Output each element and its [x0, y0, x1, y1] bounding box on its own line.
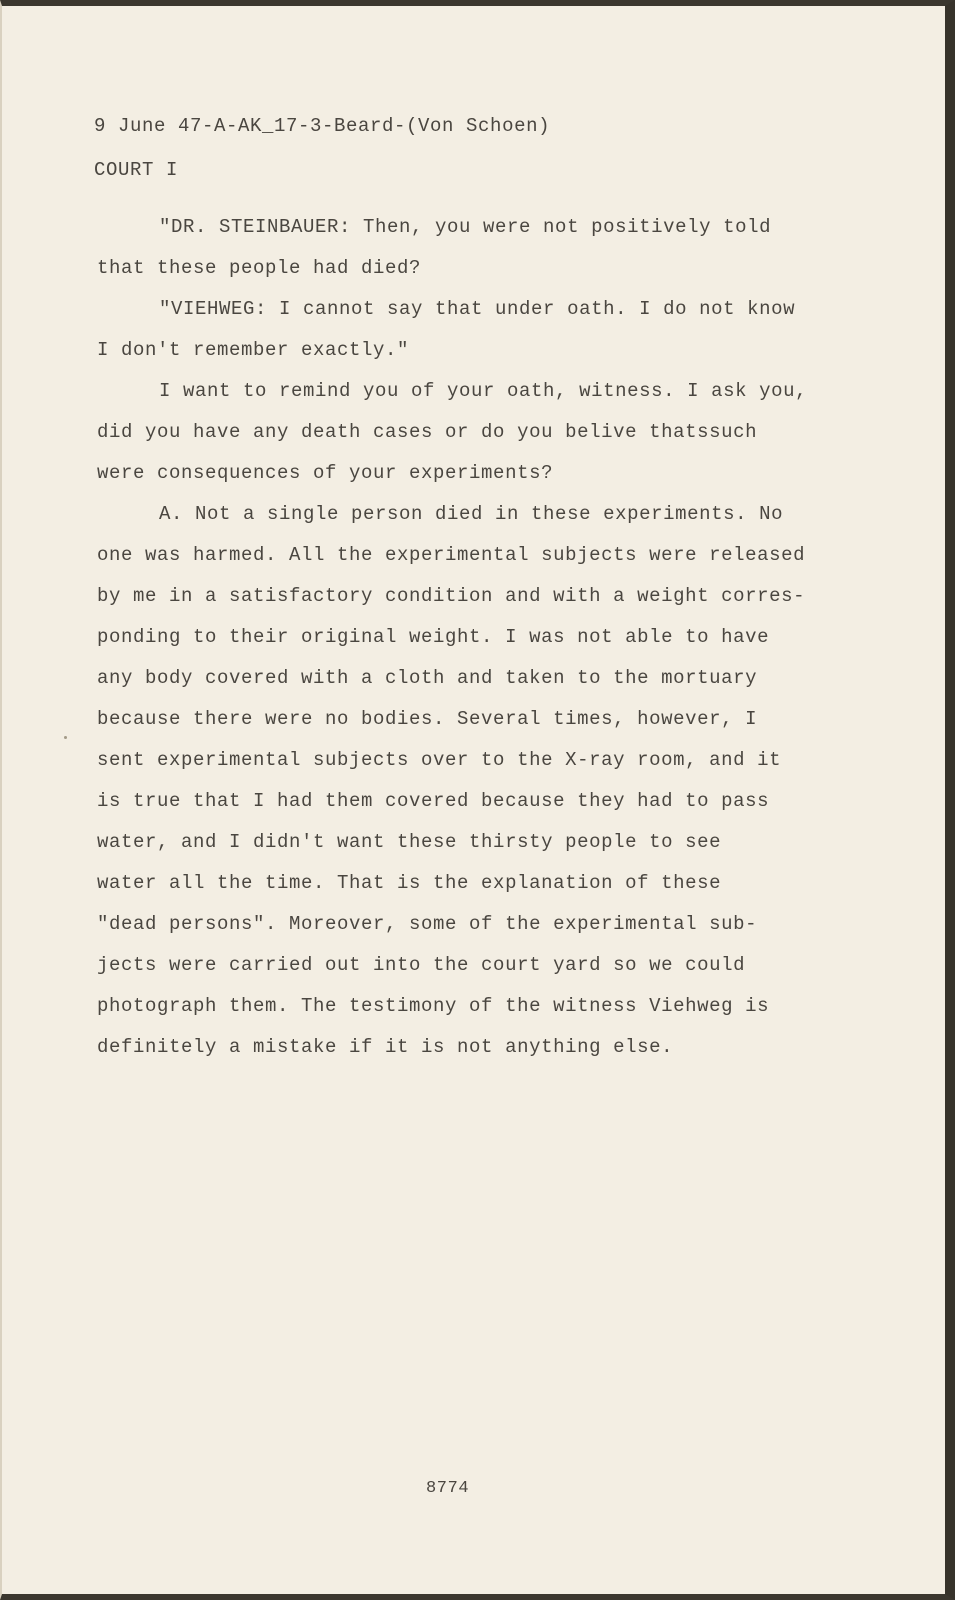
transcript-line: jects were carried out into the court yard so we could [97, 954, 746, 976]
transcript-line: water, and I didn't want these thirsty people to see [97, 831, 722, 853]
transcript-line: "VIEHWEG: I cannot say that under oath. I do not know [159, 298, 796, 320]
paper-speck [64, 736, 67, 739]
transcript-line: I want to remind you of your oath, witness. I ask you, [159, 380, 808, 402]
transcript-line: that these people had died? [97, 257, 422, 279]
header-title-line: 9 June 47-A-AK_17-3-Beard-(Von Schoen) [94, 115, 551, 137]
transcript-line: water all the time. That is the explanation of these [97, 872, 722, 894]
transcript-line: A. Not a single person died in these experiments. No [159, 503, 784, 525]
transcript-line: any body covered with a cloth and taken to the mortuary [97, 667, 758, 689]
transcript-line: did you have any death cases or do you belive thatssuch [97, 421, 758, 443]
header-court-line: COURT I [94, 159, 179, 181]
transcript-line: is true that I had them covered because they had to pass [97, 790, 770, 812]
transcript-line: definitely a mistake if it is not anything else. [97, 1036, 674, 1058]
transcript-line: one was harmed. All the experimental subjects were released [97, 544, 806, 566]
transcript-line: "DR. STEINBAUER: Then, you were not positively told [159, 216, 772, 238]
transcript-line: photograph them. The testimony of the witness Viehweg is [97, 995, 770, 1017]
transcript-line: I don't remember exactly." [97, 339, 410, 361]
transcript-line: "dead persons". Moreover, some of the experimental sub- [97, 913, 758, 935]
transcript-line: ponding to their original weight. I was not able to have [97, 626, 770, 648]
transcript-line: sent experimental subjects over to the X-ray room, and it [97, 749, 782, 771]
transcript-line: by me in a satisfactory condition and with a weight corres- [97, 585, 806, 607]
transcript-line: because there were no bodies. Several times, however, I [97, 708, 758, 730]
transcript-line: were consequences of your experiments? [97, 462, 554, 484]
page-number: 8774 [426, 1479, 470, 1498]
